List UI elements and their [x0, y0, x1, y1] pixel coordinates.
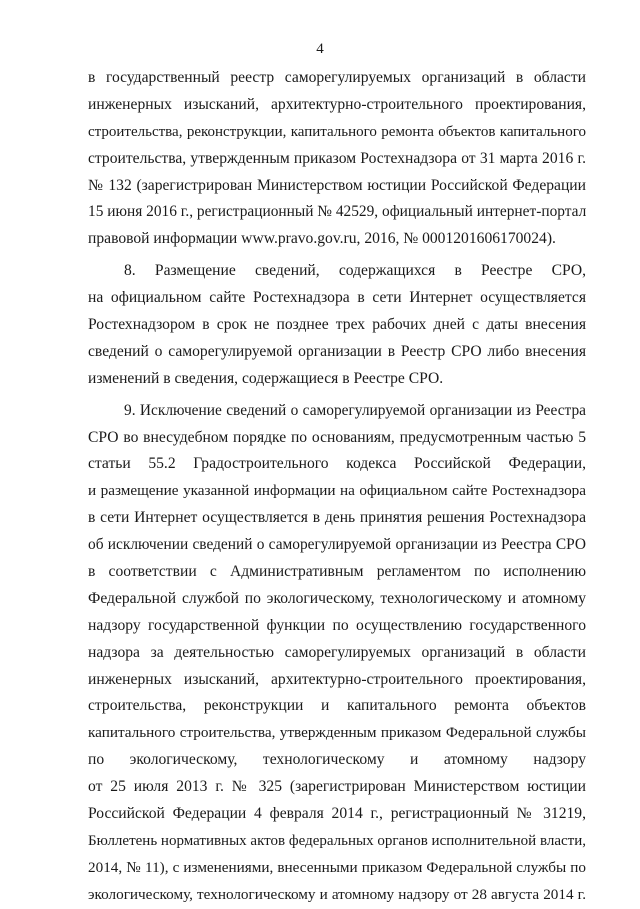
text-line: правовой информации www.pravo.gov.ru, 2016, № 0001201606170024).	[88, 230, 556, 248]
text-line: об исключении сведений о саморегулируемой организации из Реестра СРО	[88, 536, 586, 554]
text-line: в сети Интернет осуществляется в день принятия решения Ростехнадзора	[88, 509, 586, 527]
text-line: в соответствии с Административным регламентом по исполнению	[88, 563, 586, 581]
text-line: сведений о саморегулируемой организации в Реестр СРО либо внесения	[88, 342, 586, 360]
text-line: надзору государственной функции по осуществлению государственного	[88, 616, 586, 634]
text-line: экологическому, технологическому и атомному надзору от 28 августа 2014 г.	[88, 885, 586, 903]
text-line: строительства, реконструкции и капитального ремонта объектов	[88, 697, 586, 715]
paragraph-continuation	[88, 65, 586, 253]
page-number: 4	[316, 41, 324, 57]
paragraph-item-8	[88, 258, 586, 392]
text-line: Бюллетень нормативных актов федеральных органов исполнительной власти,	[88, 832, 586, 849]
text-line: надзора за деятельностью саморегулируемых организаций в области	[88, 643, 586, 661]
document-body	[88, 65, 586, 909]
text-line: № 132 (зарегистрирован Министерством юстиции Российской Федерации	[88, 176, 586, 194]
text-line: статьи 55.2 Градостроительного кодекса Российской Федерации,	[88, 455, 586, 473]
text-line: 8. Размещение сведений, содержащихся в Реестре СРО,	[124, 262, 586, 280]
text-line: в государственный реестр саморегулируемых организаций в области	[88, 69, 586, 86]
text-line: Федеральной службой по экологическому, технологическому и атомному	[88, 589, 586, 607]
text-line: Российской Федерации 4 февраля 2014 г., регистрационный № 31219,	[88, 805, 586, 823]
text-line: от 25 июля 2013 г. № 325 (зарегистрирован Министерством юстиции	[88, 778, 586, 796]
text-line: инженерных изысканий, архитектурно-строительного проектирования,	[88, 95, 586, 113]
text-line: 15 июня 2016 г., регистрационный № 42529, официальный интернет-портал	[88, 203, 586, 221]
text-line: капитального строительства, утвержденным приказом Федеральной службы	[88, 724, 586, 742]
text-line: 2014, № 11), с изменениями, внесенными приказом Федеральной службы по	[88, 858, 586, 876]
text-line: и размещение указанной информации на официальном сайте Ростехнадзора	[88, 482, 586, 500]
text-line: на официальном сайте Ростехнадзора в сети Интернет осуществляется	[88, 289, 586, 307]
text-line: инженерных изысканий, архитектурно-строительного проектирования,	[88, 670, 586, 688]
text-line: строительства, утвержденным приказом Ростехнадзора от 31 марта 2016 г.	[88, 149, 586, 167]
paragraph-item-9	[88, 398, 586, 909]
text-line: Ростехнадзором в срок не позднее трех рабочих дней с даты внесения	[88, 316, 586, 334]
text-line: изменений в сведения, содержащиеся в Реестре СРО.	[88, 369, 444, 387]
text-line: СРО во внесудебном порядке по основаниям, предусмотренным частью 5	[88, 428, 586, 446]
text-line: по экологическому, технологическому и атомному надзору	[88, 751, 586, 769]
text-line: строительства, реконструкции, капитального ремонта объектов капитального	[88, 123, 586, 140]
text-line: 9. Исключение сведений о саморегулируемой организации из Реестра	[124, 401, 586, 419]
